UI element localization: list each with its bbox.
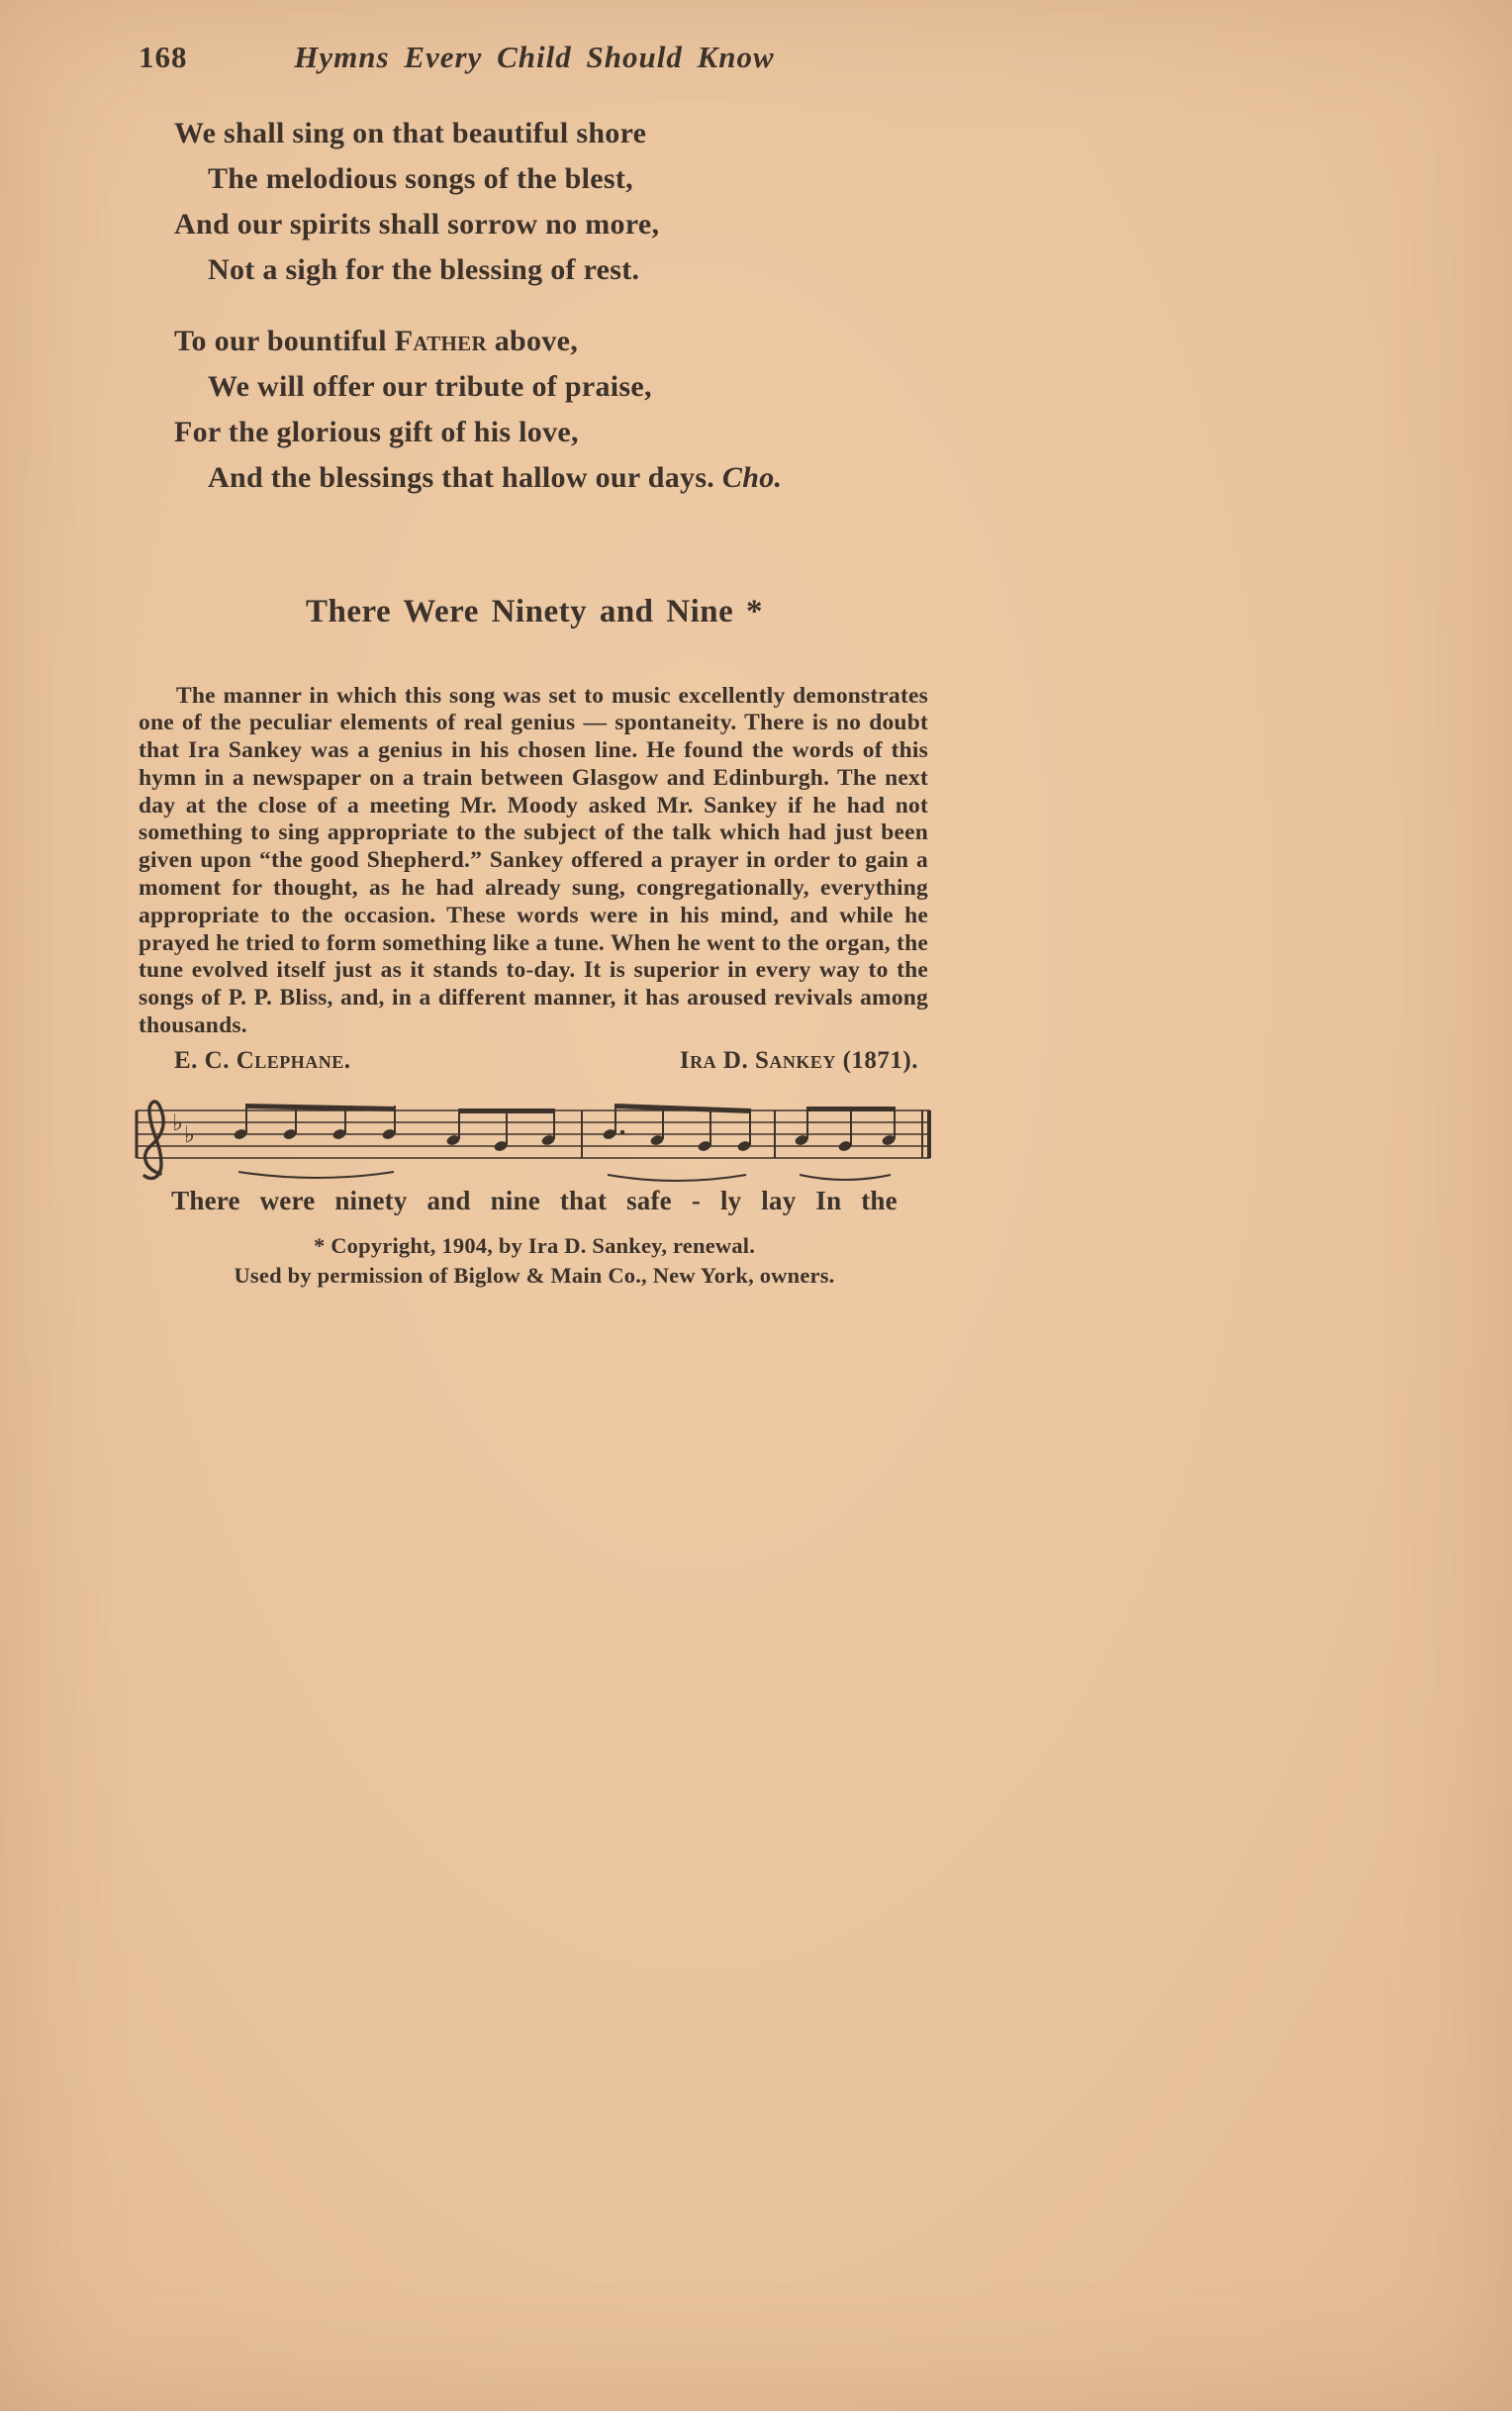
verse-line: We will offer our tribute of praise, bbox=[208, 370, 652, 403]
verse-line: We shall sing on that beautiful shore bbox=[174, 117, 647, 149]
author-credit: E. C. Clephane. bbox=[174, 1047, 351, 1074]
chorus-marker: Cho. bbox=[721, 461, 783, 494]
slurs bbox=[238, 1172, 891, 1181]
music-staff bbox=[127, 1093, 940, 1188]
treble-clef-icon bbox=[144, 1102, 163, 1178]
staff-lines bbox=[137, 1110, 930, 1158]
credits-row bbox=[139, 1047, 930, 1075]
smallcaps-father: Father bbox=[394, 325, 487, 357]
key-signature-flats bbox=[172, 1110, 195, 1148]
verse-line: The melodious songs of the blest, bbox=[208, 162, 633, 195]
music-staff-svg bbox=[127, 1093, 940, 1188]
beam bbox=[458, 1109, 555, 1113]
copyright-footnote: * Copyright, 1904, by Ira D. Sankey, renewal. bbox=[313, 1233, 756, 1258]
verse-text: And the blessings that hallow our days. bbox=[208, 461, 722, 494]
verse-line: Not a sigh for the blessing of rest. bbox=[208, 253, 640, 286]
running-title: Hymns Every Child Should Know bbox=[294, 40, 775, 74]
permission-footnote: Used by permission of Biglow & Main Co., New York, owners. bbox=[234, 1263, 835, 1288]
verse-line: And our spirits shall sorrow no more, bbox=[174, 208, 660, 241]
score-lyrics: There were ninety and nine that safe - ly lay In the bbox=[171, 1186, 898, 1215]
verse-line: For the glorious gift of his love, bbox=[174, 416, 579, 448]
hymn-title: There Were Ninety and Nine * bbox=[305, 594, 764, 629]
augmentation-dot bbox=[620, 1130, 624, 1134]
page-header bbox=[139, 40, 930, 79]
beam bbox=[614, 1104, 751, 1113]
flat-sign-icon: ♭ bbox=[184, 1122, 195, 1148]
verse-line bbox=[174, 455, 926, 501]
verse-line bbox=[174, 319, 926, 364]
verse-text: To our bountiful bbox=[174, 325, 395, 357]
page-number: 168 bbox=[139, 40, 188, 74]
hymn-stanza-2 bbox=[174, 319, 926, 501]
verse-text: above, bbox=[486, 325, 579, 357]
commentary-paragraph: The manner in which this song was set to music excellently demonstrates one of the peculiar elements of real genius — spontaneity. There is no doubt that Ira Sankey was a genius in his chosen line. He found the words of this hymn in a newspaper on a train between Glasgow and Edinburgh. The next day at the close of a meeting Mr. Moody asked Mr. Sankey if he had not something to sing appropriate to the subject of the talk which had just been given upon “the good Shepherd.” Sankey offered a prayer in order to gain a moment for thought, as he had already sung, congregationally, everything appropriate to the occasion. These words were in his mind, and while he prayed he tried to form something like a tune. When he went to the organ, the tune evolved itself just as it stands to-day. It is superior in every way to the songs of P. P. Bliss, and, in a different manner, it has aroused revivals among thousands. bbox=[139, 682, 928, 1039]
flat-sign-icon: ♭ bbox=[172, 1110, 183, 1136]
composer-credit: Ira D. Sankey (1871). bbox=[679, 1047, 918, 1074]
hymn-stanza-1 bbox=[174, 111, 926, 293]
beam bbox=[806, 1107, 896, 1111]
